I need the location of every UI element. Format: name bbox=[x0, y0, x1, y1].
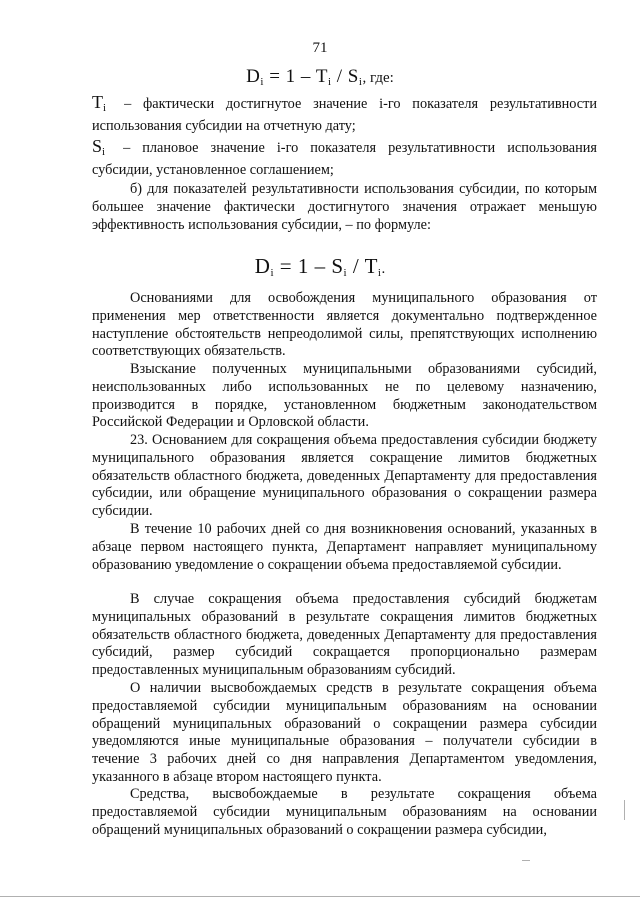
definition-symbol: T bbox=[92, 92, 103, 112]
definition-symbol: S bbox=[92, 136, 103, 156]
scan-speck bbox=[522, 860, 530, 861]
formula-tail: , где: bbox=[362, 70, 394, 86]
formula-inverse bbox=[0, 254, 640, 279]
formula-subscript: i bbox=[270, 267, 275, 279]
definition-text: – плановое значение i-го показателя результативности использования субсидии, установленное соглашением; bbox=[92, 140, 597, 178]
paragraph: О наличии высвобождаемых средств в результате сокращения объема предоставляемой субсидии муниципальным образованиям на основании обращений муниципальных образований о сокращении размера субсидии уведомляются иные муниципальные образования – получатели субсидии в течение 3 рабочих дней со дня направления Департаментом уведомления, указанного в абзаце втором настоящего пункта. bbox=[92, 680, 597, 785]
page-number: 71 bbox=[312, 40, 328, 56]
formula-subscript: i bbox=[343, 267, 348, 279]
formula-part: = 1 – T bbox=[263, 66, 328, 87]
formula-part: = 1 – S bbox=[274, 254, 344, 278]
definition-subscript: i bbox=[103, 102, 107, 114]
paragraph: Взыскание полученных муниципальными образованиями субсидий, неиспользованных либо использованных не по целевому назначению, производится в порядке, установленном бюджетным законодательством Российской Федерации и Орловской области. bbox=[92, 361, 597, 431]
formula-part: / T bbox=[347, 254, 378, 278]
paragraph: 23. Основанием для сокращения объема предоставления субсидии бюджету муниципального образования является сокращение лимитов бюджетных обязательств областного бюджета, доведенных Департаменту для предоставления субсидии, или обращение муниципального образования о сокращении размера субсидии. bbox=[92, 432, 597, 520]
paragraph: Основаниями для освобождения муниципального образования от применения мер ответственности является документально подтвержденное наступление обстоятельств непреодолимой силы, препятствующих исполнению соответствующих обязательств. bbox=[92, 290, 597, 360]
formula-subscript: i bbox=[377, 267, 382, 279]
paragraph: В течение 10 рабочих дней со дня возникновения оснований, указанных в абзаце первом настоящего пункта, Департамент направляет муниципальному образованию уведомление о сокращении объема предоставляемой субсидии. bbox=[92, 521, 597, 573]
scan-speck bbox=[624, 800, 625, 820]
definition-t bbox=[92, 94, 597, 136]
formula-subscript: i bbox=[327, 76, 332, 88]
formula-subscript: i bbox=[260, 76, 264, 88]
scan-edge-line bbox=[0, 896, 640, 897]
formula-direct bbox=[0, 66, 640, 88]
definition-subscript: i bbox=[102, 146, 106, 158]
definition-s bbox=[92, 138, 597, 180]
definition-text: – фактически достигнутое значение i-го показателя результативности использования субсидии на отчетную дату; bbox=[92, 96, 597, 134]
formula-symbol: D bbox=[254, 254, 271, 278]
paragraph: Средства, высвобождаемые в результате сокращения объема предоставляемой субсидии муниципальным образованиям на основании обращений муниципальных образований о сокращении размера субсидии, bbox=[92, 786, 597, 838]
paragraph-b: б) для показателей результативности использования субсидии, по которым большее значение фактически достигнутого значения отражает меньшую эффективность использования субсидии, – по формуле: bbox=[92, 181, 597, 233]
formula-tail: . bbox=[381, 261, 386, 277]
formula-symbol: D bbox=[246, 66, 261, 87]
paragraph: В случае сокращения объема предоставления субсидий бюджетам муниципальных образований в результате сокращения лимитов бюджетных обязательств областного бюджета, доведенных Департаменту для предоставления субсидий, размер субсидий сокращается пропорционально размерам предоставленных муниципальным образованиям субсидий. bbox=[92, 591, 597, 679]
formula-subscript: i bbox=[358, 76, 363, 88]
formula-part: / S bbox=[331, 66, 359, 87]
